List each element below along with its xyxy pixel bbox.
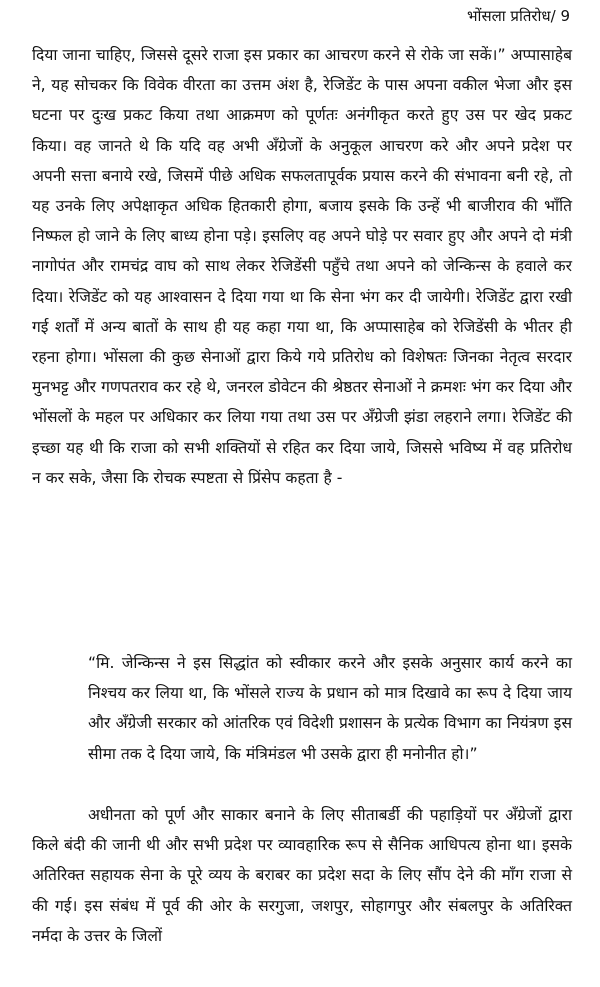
block-quote: “मि. जेन्किन्स ने इस सिद्धांत को स्वीकार करने और इसके अनुसार कार्य करने का निश्चय कर लिया था, कि भोंसले राज्य के प्रधान को मात्र दिखावे का रूप दे दिया जाय और अँग्रेजी सरकार को आंतरिक एवं विदेशी प्रशासन के प्रत्येक विभाग का नियंत्रण इस सीमा तक दे दिया जाये, कि मंत्रिमंडल भी उसके द्वारा ही मनोनीत हो।” — [88, 654, 572, 763]
body-paragraph-2: अधीनता को पूर्ण और साकार बनाने के लिए सीताबर्डी की पहाड़ियों पर अँग्रेजों द्वारा किले बंदी की जानी थी और सभी प्रदेश पर व्यावहारिक रूप से सैनिक आधिपत्य होना था। इसके अतिरिक्त सहायक सेना के पूरे व्यय के बराबर का प्रदेश सदा के लिए सौंप देने की माँग राजा से की गई। इस संबंध में पूर्व की ओर के सरगुजा, जशपुर, सोहागपुर और संबलपुर के अतिरिक्त नर्मदा के उत्तर के जिलों — [32, 806, 572, 945]
running-header: भोंसला प्रतिरोध/ 9 — [467, 7, 570, 25]
body-paragraph-1: दिया जाना चाहिए, जिससे दूसरे राजा इस प्रकार का आचरण करने से रोके जा सकें।” अप्पासाहेब ने, यह सोचकर कि विवेक वीरता का उत्तम अंश है, रेजिडेंट के पास अपना वकील भेजा और इस घटना पर दुःख प्रकट किया तथा आक्रमण को पूर्णतः अनंगीकृत करते हुए उस पर खेद प्रकट किया। वह जानते थे कि यदि वह अभी अँग्रेजों के अनुकूल आचरण करे और अपने प्रदेश पर अपनी सत्ता बनाये रखे, जिसमें पीछे अधिक सफलतापूर्वक प्रयास करने की संभावना बनी रहे, तो यह उनके लिए अपेक्षाकृत अधिक हितकारी होगा, बजाय इसके कि उन्हें भी बाजीराव की भाँति निष्फल हो जाने के लिए बाध्य होना पड़े। इसलिए वह अपने घोड़े पर सवार हुए और अपने दो मंत्री नागोपंत और रामचंद्र वाघ को साथ लेकर रेजिडेंसी पहुँचे तथा अपने को जेन्किन्स के हवाले कर दिया। रेजिडेंट को यह आश्वासन दे दिया गया था कि सेना भंग कर दी जायेगी। रेजिडेंट द्वारा रखी गई शर्तों में अन्य बातों के साथ ही यह कहा गया था, कि अप्पासाहेब को रेजिडेंसी के भीतर ही रहना होगा। भोंसला की कुछ सेनाओं द्वारा किये गये प्रतिरोध को विशेषतः जिनका नेतृत्व सरदार मुनभट्ट और गणपतराव कर रहे थे, जनरल डोवेटन की श्रेष्ठतर सेनाओं ने क्रमशः भंग कर दिया और भोंसलों के महल पर अधिकार कर लिया गया तथा उस पर अँग्रेजी झंडा लहराने लगा। रेजिडेंट की इच्छा यह थी कि राजा को सभी शक्तियों से रहित कर दिया जाये, जिससे भविष्य में वह प्रतिरोध न कर सके, जैसा कि रोचक स्पष्टता से प्रिंसेप कहता है - — [32, 46, 572, 487]
